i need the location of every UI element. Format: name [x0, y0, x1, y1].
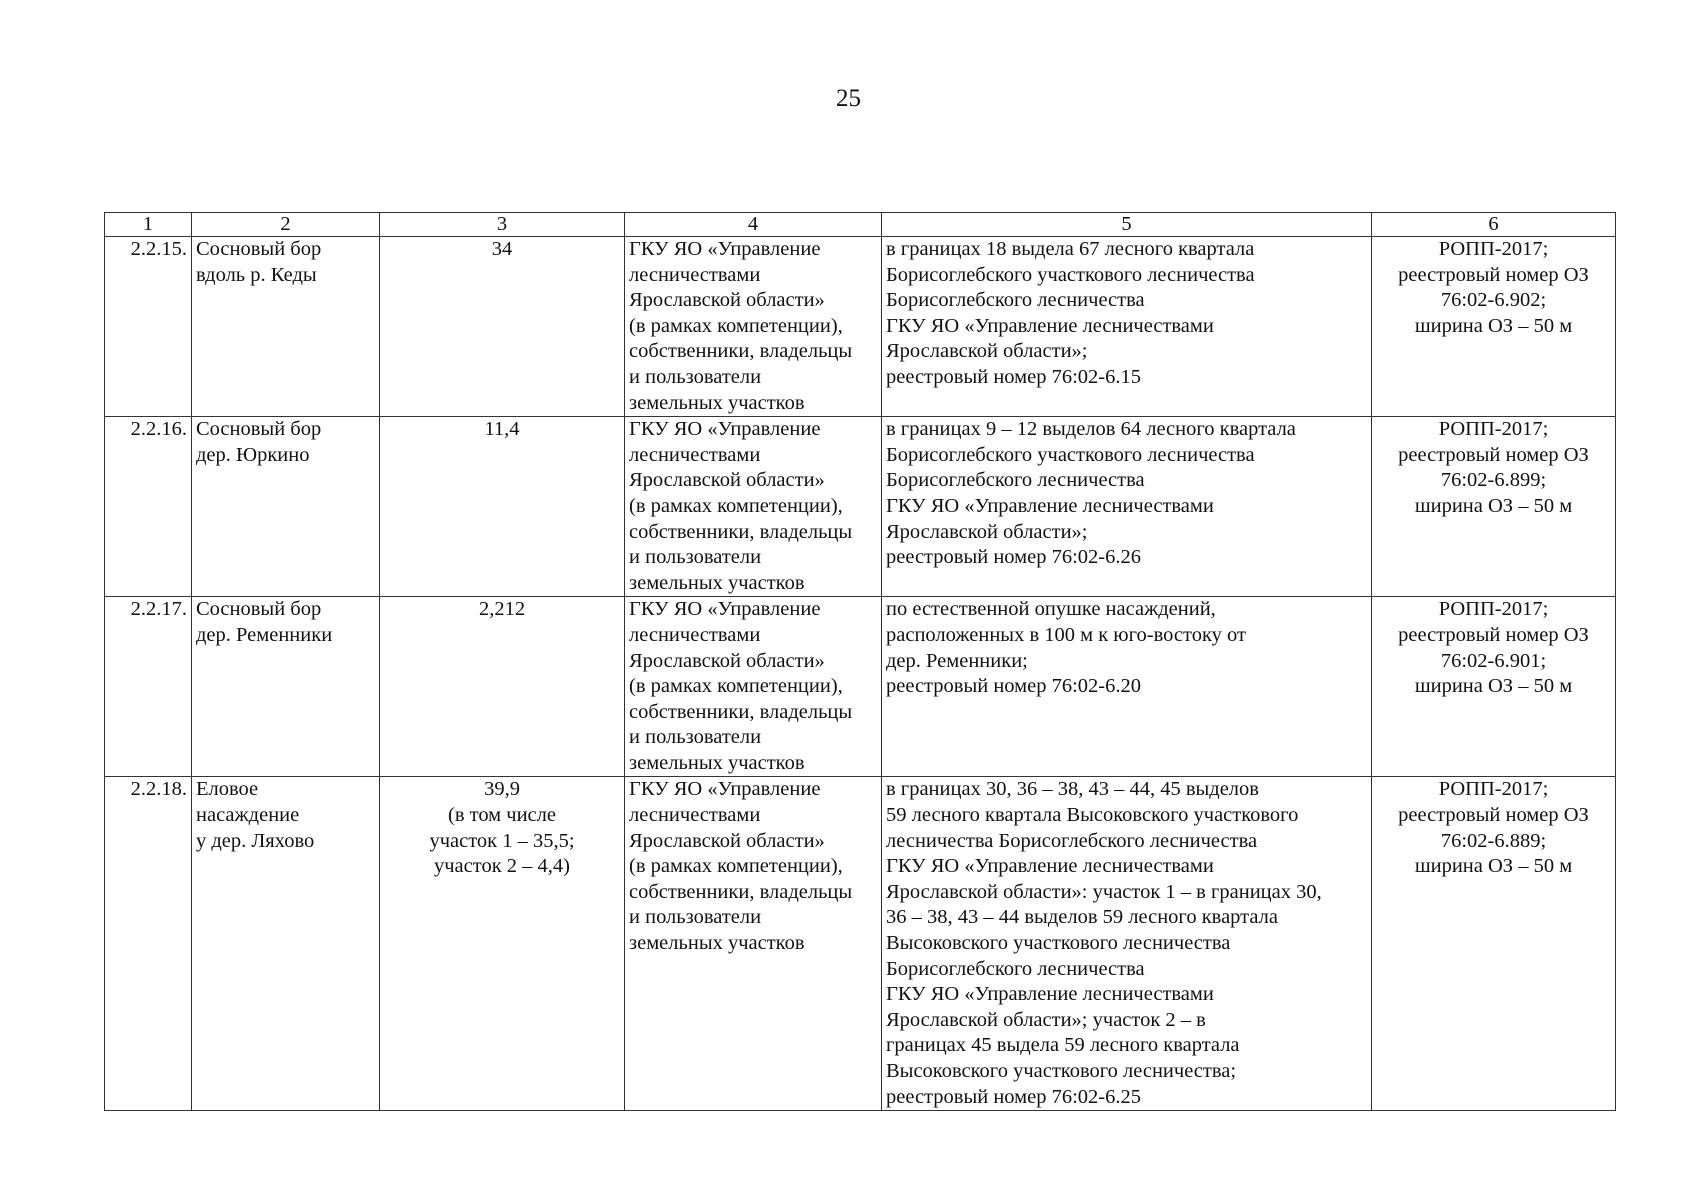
objects-table — [104, 212, 1616, 1111]
object-area: 39,9 (в том числе участок 1 – 35,5; участок 2 – 4,4) — [380, 777, 625, 1111]
column-header: 5 — [882, 213, 1372, 237]
object-borders: в границах 30, 36 – 38, 43 – 44, 45 выделов 59 лесного квартала Высоковского участкового лесничества Борисоглебского лесничества ГКУ ЯО «Управление лесничествами Ярославской области»: участок 1 – в границах 30, 36 – 38, 43 – 44 выделов 59 лесного квартала Высоковского участкового лесничества Борисоглебского лесничества ГКУ ЯО «Управление лесничествами Ярославской области»; участок 2 – в границах 45 выдела 59 лесного квартала Высоковского участкового лесничества; реестровый номер 76:02-6.25 — [882, 777, 1372, 1111]
responsible-party: ГКУ ЯО «Управление лесничествами Ярославской области» (в рамках компетенции), собственники, владельцы и пользователи земельных участков — [625, 237, 882, 417]
object-name: Еловое насаждение у дер. Ляхово — [192, 777, 380, 1111]
row-number: 2.2.18. — [105, 777, 192, 1111]
object-name: Сосновый бор дер. Ременники — [192, 597, 380, 777]
object-borders: в границах 9 – 12 выделов 64 лесного квартала Борисоглебского участкового лесничества Борисоглебского лесничества ГКУ ЯО «Управление лесничествами Ярославской области»; реестровый номер 76:02-6.26 — [882, 417, 1372, 597]
object-borders: по естественной опушке насаждений, расположенных в 100 м к юго-востоку от дер. Ременники; реестровый номер 76:02-6.20 — [882, 597, 1372, 777]
row-number: 2.2.15. — [105, 237, 192, 417]
responsible-party: ГКУ ЯО «Управление лесничествами Ярославской области» (в рамках компетенции), собственники, владельцы и пользователи земельных участков — [625, 417, 882, 597]
object-name: Сосновый бор дер. Юркино — [192, 417, 380, 597]
legal-basis: РОПП-2017; реестровый номер ОЗ 76:02-6.899; ширина ОЗ – 50 м — [1372, 417, 1616, 597]
object-area: 2,212 — [380, 597, 625, 777]
object-borders: в границах 18 выдела 67 лесного квартала Борисоглебского участкового лесничества Борисоглебского лесничества ГКУ ЯО «Управление лесничествами Ярославской области»; реестровый номер 76:02-6.15 — [882, 237, 1372, 417]
table-row — [105, 597, 1616, 777]
column-header: 4 — [625, 213, 882, 237]
table-header-row — [105, 213, 1616, 237]
column-header: 6 — [1372, 213, 1616, 237]
legal-basis: РОПП-2017; реестровый номер ОЗ 76:02-6.901; ширина ОЗ – 50 м — [1372, 597, 1616, 777]
column-header: 2 — [192, 213, 380, 237]
table-row — [105, 417, 1616, 597]
row-number: 2.2.17. — [105, 597, 192, 777]
column-header: 3 — [380, 213, 625, 237]
column-header: 1 — [105, 213, 192, 237]
responsible-party: ГКУ ЯО «Управление лесничествами Ярославской области» (в рамках компетенции), собственники, владельцы и пользователи земельных участков — [625, 777, 882, 1111]
legal-basis: РОПП-2017; реестровый номер ОЗ 76:02-6.902; ширина ОЗ – 50 м — [1372, 237, 1616, 417]
object-name: Сосновый бор вдоль р. Кеды — [192, 237, 380, 417]
legal-basis: РОПП-2017; реестровый номер ОЗ 76:02-6.889; ширина ОЗ – 50 м — [1372, 777, 1616, 1111]
object-area: 34 — [380, 237, 625, 417]
table-row — [105, 237, 1616, 417]
table-row — [105, 777, 1616, 1111]
responsible-party: ГКУ ЯО «Управление лесничествами Ярославской области» (в рамках компетенции), собственники, владельцы и пользователи земельных участков — [625, 597, 882, 777]
row-number: 2.2.16. — [105, 417, 192, 597]
object-area: 11,4 — [380, 417, 625, 597]
page-number: 25 — [836, 85, 861, 112]
